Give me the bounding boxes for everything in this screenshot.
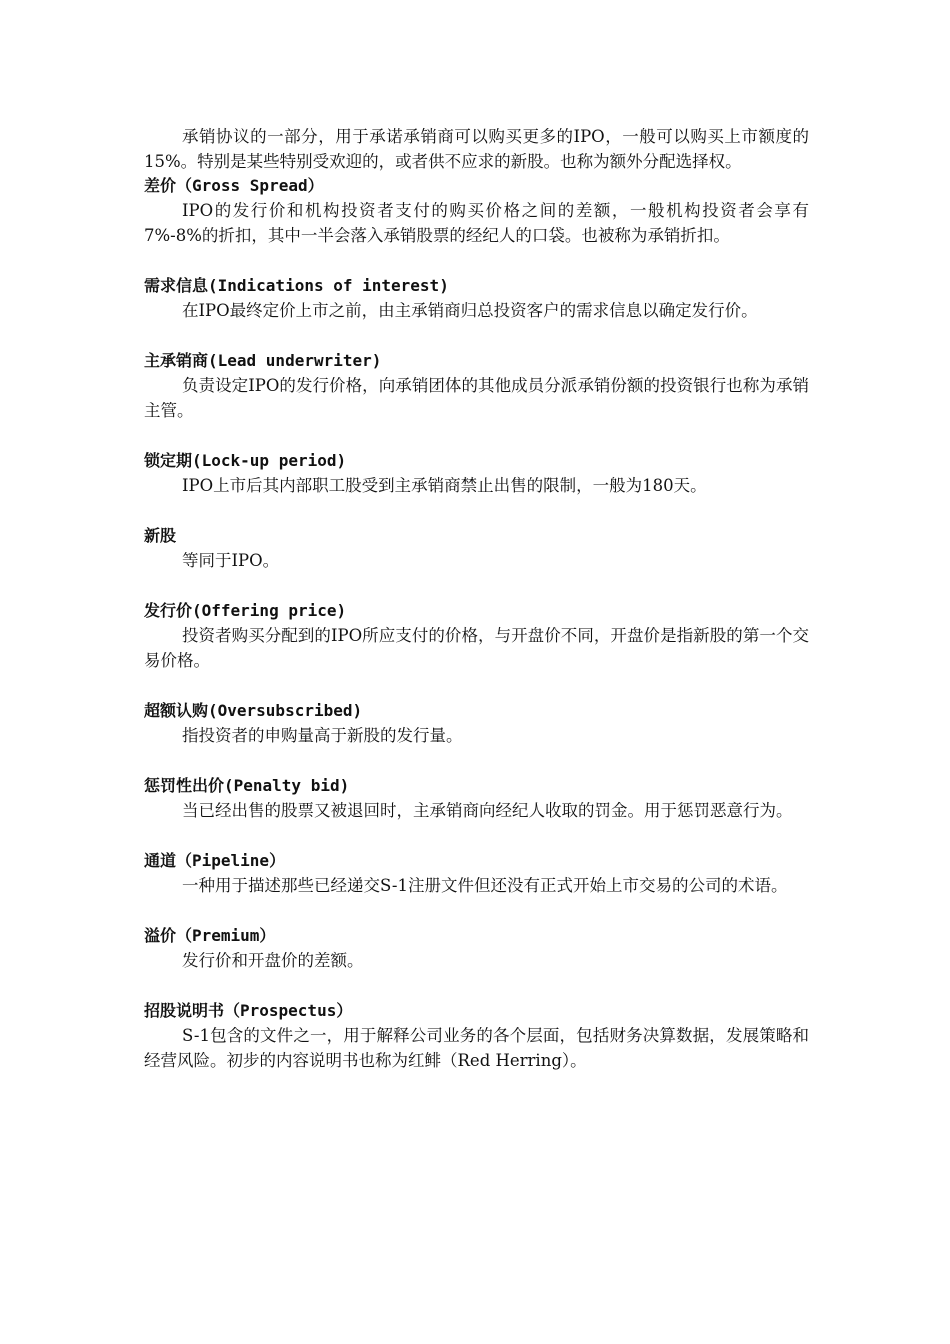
entry-term: 招股说明书（Prospectus） [144, 1001, 353, 1020]
glossary-entry-oversubscribed [144, 699, 809, 748]
entry-definition: 指投资者的申购量高于新股的发行量。 [182, 726, 463, 745]
glossary-entry-premium [144, 924, 809, 973]
entry-definition: 等同于IPO。 [182, 551, 280, 570]
intro-paragraph: 承销协议的一部分，用于承诺承销商可以购买更多的IPO，一般可以购买上市额度的15%。特别是某些特别受欢迎的，或者供不应求的新股。也称为额外分配选择权。 [144, 127, 809, 171]
entry-definition: S-1包含的文件之一，用于解释公司业务的各个层面，包括财务决算数据，发展策略和经营风险。初步的内容说明书也称为红鲱（Red Herring）。 [144, 1026, 809, 1070]
glossary-entry-pipeline [144, 849, 809, 898]
glossary-entry-lock-up-period [144, 449, 809, 498]
glossary-entry-gross-spread [144, 174, 809, 248]
entry-term: 新股 [144, 526, 177, 545]
entry-term: 通道（Pipeline） [144, 851, 286, 870]
entry-term: 发行价(Offering price) [144, 601, 347, 620]
entry-definition: 在IPO最终定价上市之前，由主承销商归总投资客户的需求信息以确定发行价。 [182, 301, 758, 320]
entry-definition: 投资者购买分配到的IPO所应支付的价格，与开盘价不同，开盘价是指新股的第一个交易价格。 [144, 626, 809, 670]
glossary-entry-penalty-bid [144, 774, 809, 823]
document-page [144, 124, 809, 1099]
entry-definition: 负责设定IPO的发行价格，向承销团体的其他成员分派承销份额的投资银行也称为承销主管。 [144, 376, 809, 420]
glossary-entry-indications-of-interest [144, 274, 809, 323]
entry-term: 需求信息(Indications of interest) [144, 276, 449, 295]
entry-term: 锁定期(Lock-up period) [144, 451, 347, 470]
entry-definition: IPO的发行价和机构投资者支付的购买价格之间的差额，一般机构投资者会享有7%-8%的折扣，其中一半会落入承销股票的经纪人的口袋。也被称为承销折扣。 [144, 201, 809, 245]
glossary-entry-prospectus [144, 999, 809, 1073]
entry-term: 差价（Gross Spread） [144, 176, 324, 195]
entry-definition: 发行价和开盘价的差额。 [182, 951, 364, 970]
glossary-entry-lead-underwriter [144, 349, 809, 423]
entry-definition: 当已经出售的股票又被退回时，主承销商向经纪人收取的罚金。用于惩罚恶意行为。 [182, 801, 793, 820]
entry-definition: IPO上市后其内部职工股受到主承销商禁止出售的限制，一般为180天。 [182, 476, 707, 495]
glossary-entry-new-shares [144, 524, 809, 573]
entry-definition: 一种用于描述那些已经递交S-1注册文件但还没有正式开始上市交易的公司的术语。 [182, 876, 788, 895]
entry-term: 主承销商(Lead underwriter) [144, 351, 382, 370]
entry-term: 惩罚性出价(Penalty bid) [144, 776, 350, 795]
entry-term: 超额认购(Oversubscribed) [144, 701, 363, 720]
entry-term: 溢价（Premium） [144, 926, 276, 945]
glossary-entry-offering-price [144, 599, 809, 673]
